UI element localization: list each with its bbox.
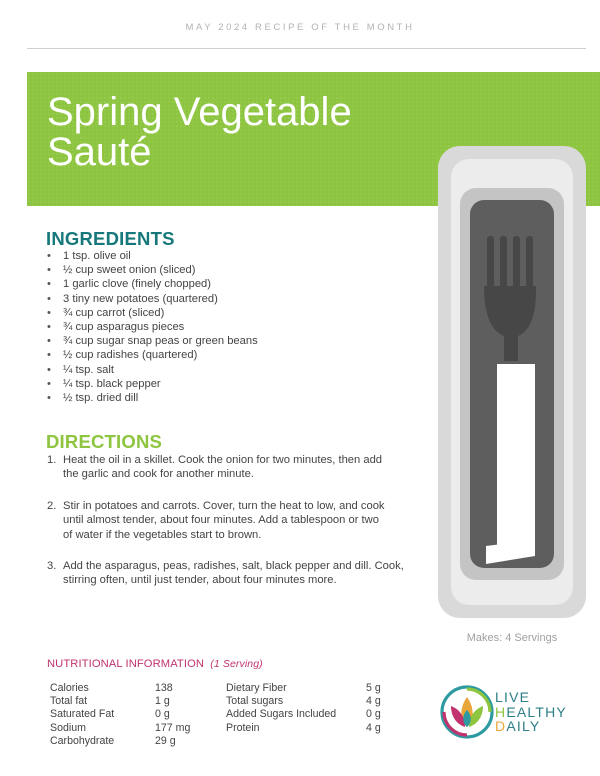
ingredients-list [47, 249, 427, 405]
logo-word-healthy-rest: EALTHY [506, 703, 567, 720]
nutrition-row [50, 708, 210, 721]
header-tagline: MAY 2024 RECIPE OF THE MONTH [185, 22, 415, 33]
nutrition-row [50, 695, 210, 708]
ingredient-item: • 3 tiny new potatoes (quartered) [47, 292, 427, 306]
step-text-line: the garlic and cook for another minute. [63, 468, 254, 481]
logo-word-healthy [495, 705, 567, 720]
ingredient-item: • ½ cup radishes (quartered) [47, 348, 427, 362]
nutrient-label: Carbohydrate [50, 734, 115, 747]
directions-heading: DIRECTIONS [46, 431, 163, 452]
ingredient-item: • ¼ tsp. black pepper [47, 377, 427, 391]
ingredient-item: • ¾ cup carrot (sliced) [47, 306, 427, 320]
step-number: 1. [47, 454, 57, 466]
nutrient-label: Calories [50, 682, 89, 694]
recipe-title-line1: Spring Vegetable [47, 90, 352, 134]
nutrient-value: 177 mg [155, 721, 191, 734]
nutrient-value: 0 g [366, 708, 381, 721]
nutrition-row [226, 722, 386, 735]
step-text-line: stirring often, until just tender, about four minutes more. [63, 574, 337, 587]
nutrient-value: 138 [155, 682, 173, 694]
nutrient-label: Dietary Fiber [226, 682, 287, 694]
plate-fork-illustration [438, 146, 586, 618]
nutrition-row [226, 682, 386, 695]
logo-letter-h: H [495, 703, 507, 720]
ingredients-heading: INGREDIENTS [46, 228, 175, 249]
nutrient-label: Protein [226, 721, 260, 734]
nutrition-heading [47, 658, 263, 670]
servings-note: Makes: 4 Servings [466, 632, 558, 644]
nutrition-heading-label: NUTRITIONAL INFORMATION [47, 658, 205, 670]
step-text-line: Stir in potatoes and carrots. Cover, turn the heat to low, and cook [63, 499, 385, 512]
logo-word-daily [495, 719, 567, 734]
ingredient-item: • ¾ cup asparagus pieces [47, 320, 427, 334]
nutrient-value: 0 g [155, 708, 170, 721]
logo-letter-d: D [495, 718, 507, 734]
direction-step [47, 499, 427, 542]
step-number: 3. [47, 560, 57, 573]
nutrient-value: 1 g [155, 695, 170, 708]
nutrient-label: Total fat [50, 695, 88, 708]
recipe-title [47, 92, 427, 172]
direction-step [47, 453, 427, 482]
directions-list [47, 453, 427, 605]
ingredient-item: • 1 tsp. olive oil [47, 249, 427, 263]
nutrient-value: 5 g [366, 682, 381, 694]
nutrient-label: Added Sugars Included [226, 708, 337, 721]
logo-wordmark [495, 690, 567, 734]
ingredient-item: • ¼ tsp. salt [47, 363, 427, 377]
nutrition-column-2 [226, 682, 386, 735]
header-divider [27, 48, 586, 49]
ingredient-item: • ½ cup sweet onion (sliced) [47, 263, 427, 277]
logo-word-daily-rest: AILY [506, 718, 541, 734]
direction-step [47, 559, 427, 588]
step-text-line: of water if the vegetables start to brown. [63, 528, 262, 541]
nutrition-row [226, 695, 386, 708]
nutrient-label: Total sugars [226, 695, 284, 708]
nutrient-label: Saturated Fat [50, 708, 115, 721]
nutrition-column-1 [50, 682, 210, 748]
ingredient-item: • ½ tsp. dried dill [47, 391, 427, 405]
ingredient-item: • 1 garlic clove (finely chopped) [47, 277, 427, 291]
nutrition-row [50, 722, 210, 735]
recipe-title-line2: Sauté [47, 130, 152, 174]
step-number: 2. [47, 499, 57, 512]
nutrition-row [226, 708, 386, 721]
nutrient-value: 4 g [366, 695, 381, 708]
step-text-line: until almost tender, about four minutes. Add a tablespoon or two [63, 514, 379, 527]
step-text-line: Heat the oil in a skillet. Cook the onion for two minutes, then add [63, 454, 383, 466]
nutrient-value: 4 g [366, 721, 381, 734]
logo-word-live: LIVE [495, 689, 531, 705]
step-text-line: Add the asparagus, peas, radishes, salt, black pepper and dill. Cook, [63, 560, 404, 573]
nutrition-row [50, 682, 210, 695]
nutrient-label: Sodium [50, 721, 86, 734]
nutrition-serving-size: (1 Serving) [210, 658, 263, 670]
nutrient-value: 29 g [155, 734, 176, 747]
nutrition-row [50, 735, 210, 748]
ingredient-item: • ¾ cup sugar snap peas or green beans [47, 334, 427, 348]
